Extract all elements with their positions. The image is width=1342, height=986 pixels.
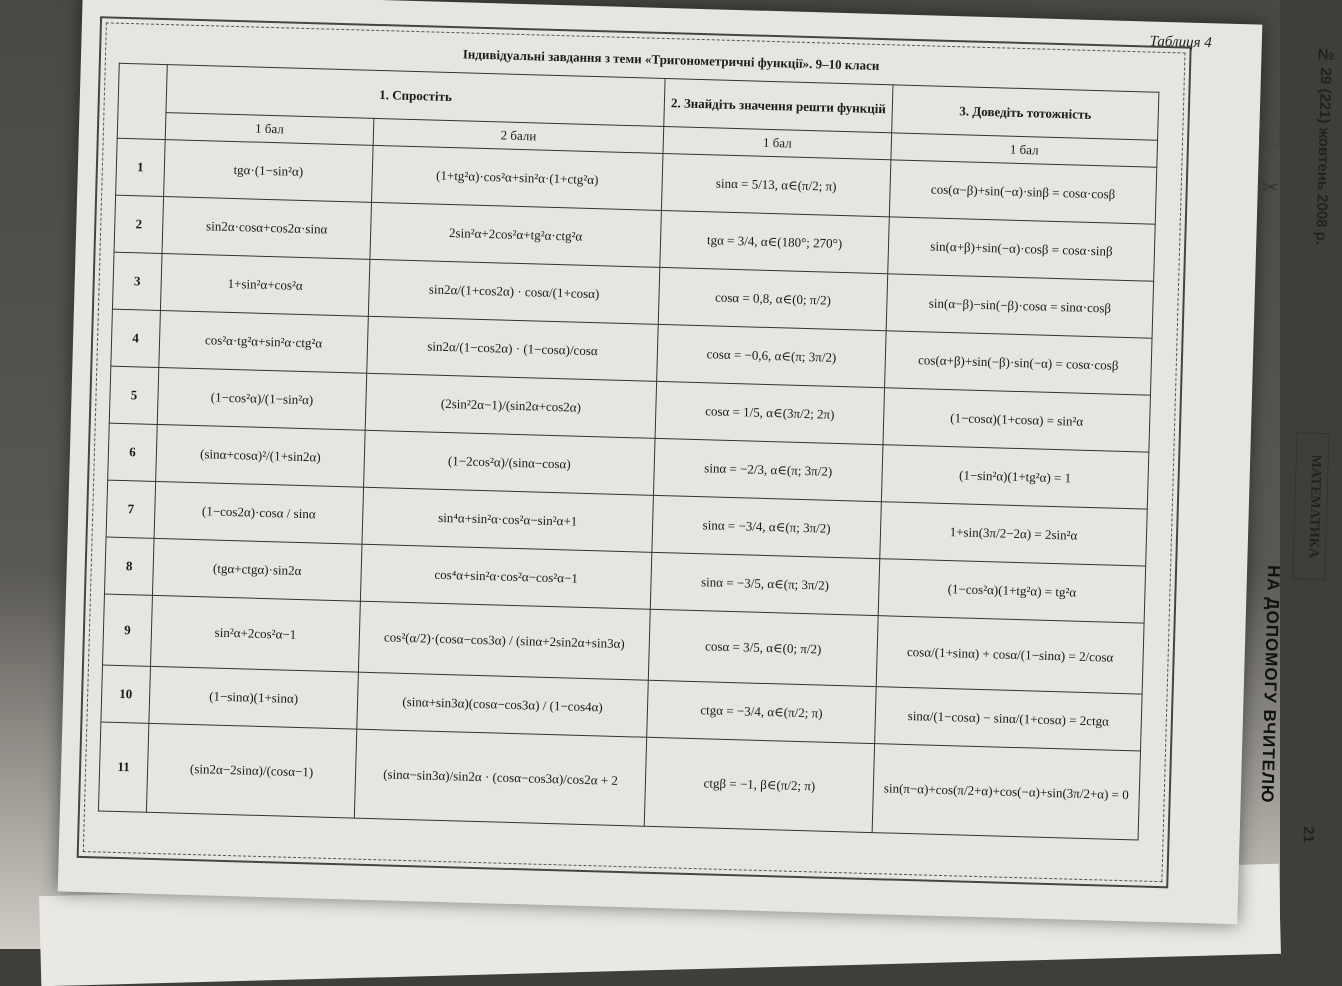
task-simplify-1pt: (sinα+cosα)²/(1+sin2α) xyxy=(156,424,366,487)
row-number: 4 xyxy=(111,309,161,367)
task-simplify-1pt: tgα·(1−sin²α) xyxy=(164,140,374,203)
task-prove-identity: sin(α+β)+sin(−α)·cosβ = cosα·sinβ xyxy=(888,217,1155,281)
row-number: 2 xyxy=(114,195,164,253)
task-simplify-1pt: (1−sinα)(1+sinα) xyxy=(149,666,359,729)
page-title: Індивідуальні завдання з теми «Тригонометричні функції». 9–10 класи xyxy=(462,46,880,73)
task-simplify-2pt: sin2α/(1+cos2α) · cosα/(1+cosα) xyxy=(368,259,659,324)
task-prove-identity: (1−cosα)(1+cosα) = sin²α xyxy=(883,388,1150,452)
magazine-logo xyxy=(1291,431,1331,582)
points-cell: 1 бал xyxy=(165,113,374,146)
scissors-icon: ✂ xyxy=(1261,176,1279,200)
task-prove-identity: cos(α+β)+sin(−β)·sin(−α) = cosα·cosβ xyxy=(885,331,1152,395)
issue-label: № 29 (221) жовтень 2008 р. xyxy=(1312,46,1335,246)
task-prove-identity: cosα/(1+sinα) + cosα/(1−sinα) = 2/cosα xyxy=(876,616,1144,694)
points-cell: 1 бал xyxy=(663,126,892,159)
task-simplify-1pt: cos²α·tg²α+sin²α·ctg²α xyxy=(159,310,369,373)
task-find-values: cosα = 1/5, α∈(3π/2; 2π) xyxy=(655,381,885,444)
task-simplify-1pt: (sin2α−2sinα)/(cosα−1) xyxy=(146,723,356,818)
row-number: 10 xyxy=(101,665,151,723)
task-simplify-2pt: sin⁴α+sin²α·cos²α−sin²α+1 xyxy=(362,487,653,552)
task-prove-identity: cos(α−β)+sin(−α)·sinβ = cosα·cosβ xyxy=(889,160,1156,224)
row-number: 3 xyxy=(112,252,162,310)
task-simplify-2pt: (sinα+sin3α)(cosα−cos3α) / (1−cos4α) xyxy=(357,672,648,737)
task-simplify-2pt: (1−2cos²α)/(sinα−cosα) xyxy=(364,430,655,495)
task-find-values: sinα = 5/13, α∈(π/2; π) xyxy=(661,153,891,216)
row-number: 1 xyxy=(116,138,166,196)
task-simplify-2pt: (2sin²2α−1)/(sin2α+cos2α) xyxy=(365,373,656,438)
section-label: НА ДОПОМОГУ ВЧИТЕЛЮ xyxy=(1257,564,1284,804)
header-find-values: 2. Знайдіть значення решти функцій xyxy=(664,78,893,132)
task-simplify-2pt: (sinα−sin3α)/sin2α · (cosα−cos3α)/cos2α + 2 xyxy=(354,729,646,826)
task-find-values: cosα = −0,6, α∈(π; 3π/2) xyxy=(657,324,887,387)
task-prove-identity: (1−cos²α)(1+tg²α) = tg²α xyxy=(878,559,1145,623)
task-prove-identity: 1+sin(3π/2−2α) = 2sin²α xyxy=(880,502,1147,566)
cutout-box-icon xyxy=(1259,125,1280,148)
points-cell: 2 бали xyxy=(373,118,664,153)
task-simplify-2pt: (1+tg²α)·cos²α+sin²α·(1+ctg²α) xyxy=(372,145,663,210)
task-prove-identity: sinα/(1−cosα) − sinα/(1+cosα) = 2ctgα xyxy=(875,687,1142,751)
task-simplify-2pt: cos⁴α+sin²α·cos²α−cos²α−1 xyxy=(360,544,651,609)
row-number: 6 xyxy=(108,423,158,481)
task-simplify-2pt: cos²(α/2)·(cosα−cos3α) / (sinα+2sin2α+sin3α) xyxy=(358,601,650,680)
task-find-values: cosα = 0,8, α∈(0; π/2) xyxy=(658,267,888,330)
row-number: 9 xyxy=(103,594,153,666)
row-number: 7 xyxy=(106,480,156,538)
logo-text: МАТЕМАТИКА xyxy=(1305,454,1324,559)
task-find-values: ctgβ = −1, β∈(π/2; π) xyxy=(644,737,874,832)
task-simplify-1pt: (tgα+ctgα)·sin2α xyxy=(152,538,362,601)
task-simplify-2pt: 2sin²α+2cos²α+tg²α·ctg²α xyxy=(370,202,661,267)
header-simplify: 1. Спростіть xyxy=(166,65,665,127)
task-find-values: ctgα = −3/4, α∈(π/2; π) xyxy=(647,680,877,743)
task-find-values: tgα = 3/4, α∈(180°; 270°) xyxy=(660,210,890,273)
task-prove-identity: sin(α−β)−sin(−β)·cosα = sinα·cosβ xyxy=(886,274,1153,338)
header-prove-identity: 3. Доведіть тотожність xyxy=(892,85,1159,140)
row-number: 5 xyxy=(109,366,159,424)
task-simplify-1pt: sin2α·cosα+cos2α·sinα xyxy=(162,197,372,260)
number-header xyxy=(117,63,167,139)
task-find-values: sinα = −3/4, α∈(π; 3π/2) xyxy=(652,495,882,558)
task-simplify-1pt: (1−cos2α)·cosα / sinα xyxy=(154,481,364,544)
task-simplify-1pt: sin²α+2cos²α−1 xyxy=(150,595,360,672)
magazine-page xyxy=(58,0,1335,924)
task-find-values: sinα = −3/5, α∈(π; 3π/2) xyxy=(650,552,880,615)
task-prove-identity: sin(π−α)+cos(π/2+α)+cos(−α)+sin(3π/2+α) = 0 xyxy=(872,744,1140,840)
task-simplify-1pt: 1+sin²α+cos²α xyxy=(160,254,370,317)
table-label: Таблиця 4 xyxy=(1149,33,1213,52)
row-number: 8 xyxy=(104,537,154,595)
task-simplify-1pt: (1−cos²α)/(1−sin²α) xyxy=(157,367,367,430)
page-number: 21 xyxy=(1299,826,1317,844)
row-number: 11 xyxy=(98,722,148,812)
task-prove-identity: (1−sin²α)(1+tg²α) = 1 xyxy=(881,445,1148,509)
points-cell: 1 бал xyxy=(891,133,1158,167)
task-find-values: sinα = −2/3, α∈(π; 3π/2) xyxy=(653,438,883,501)
task-find-values: cosα = 3/5, α∈(0; π/2) xyxy=(648,609,878,686)
task-simplify-2pt: sin2α/(1−cos2α) · (1−cosα)/cosα xyxy=(367,316,658,381)
tasks-table xyxy=(98,63,1160,841)
